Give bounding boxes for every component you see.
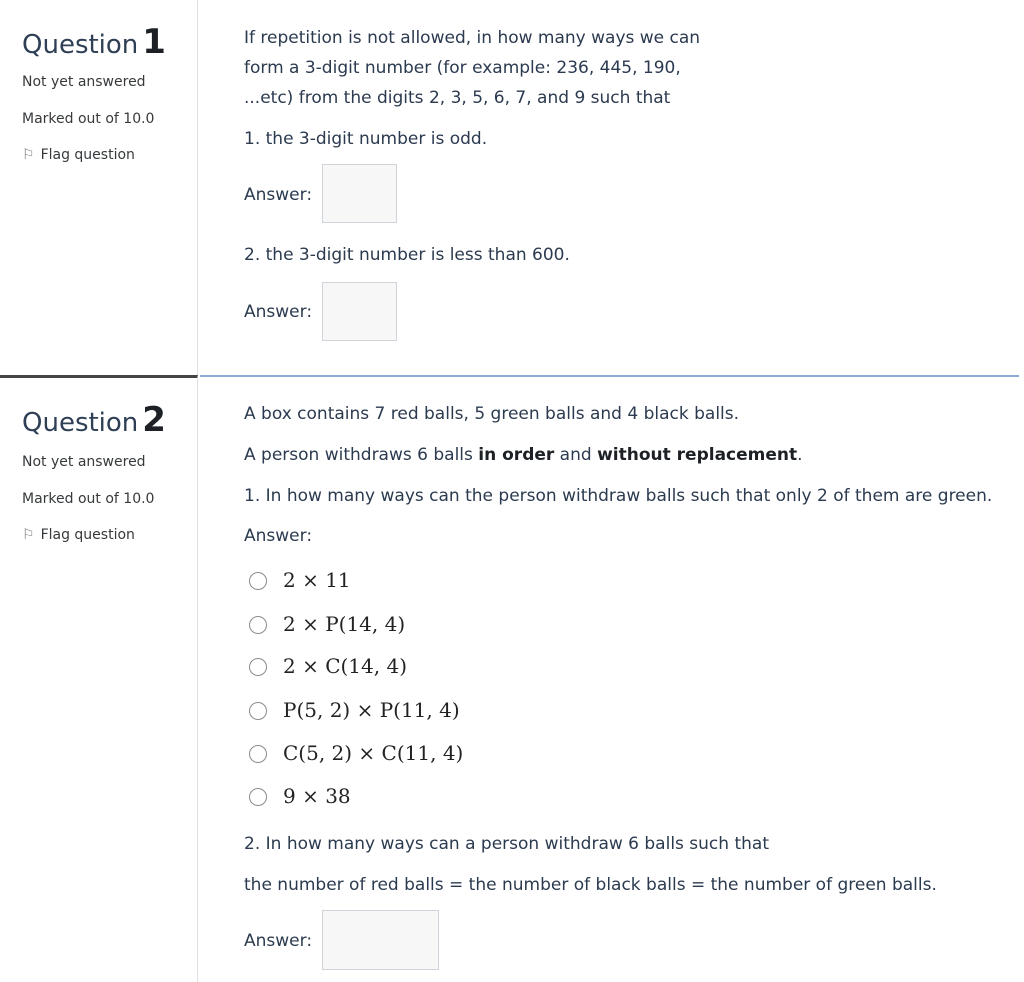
option-radio-3[interactable] — [249, 658, 267, 676]
question-2-state: Not yet answered — [22, 454, 146, 470]
question-1-title — [22, 22, 166, 62]
question-1-answer-input-1[interactable] — [322, 164, 397, 223]
question-1-part-1: 1. the 3-digit number is odd. — [244, 129, 488, 149]
flag-icon: ⚐ — [22, 527, 35, 543]
option-radio-6[interactable] — [249, 788, 267, 806]
option-radio-2[interactable] — [249, 616, 267, 634]
question-1-mark: Marked out of 10.0 — [22, 111, 155, 127]
question-1-text-line-3: ...etc) from the digits 2, 3, 5, 6, 7, and 9 such that — [244, 88, 671, 108]
option-radio-4[interactable] — [249, 702, 267, 720]
text-segment: and — [554, 445, 598, 465]
question-1-text-line-1: If repetition is not allowed, in how many ways we can — [244, 28, 701, 48]
flag-label: Flag question — [40, 147, 135, 163]
flag-label: Flag question — [40, 527, 135, 543]
option-label-1[interactable]: 2 × 11 — [283, 568, 351, 592]
question-label: Question — [22, 30, 139, 60]
question-2-part-2-line-1: 2. In how many ways can a person withdraw 6 balls such that — [244, 834, 769, 854]
option-label-6[interactable]: 9 × 38 — [283, 784, 351, 808]
question-1-text-line-2: form a 3-digit number (for example: 236, 445, 190, — [244, 58, 681, 78]
text-segment: . — [797, 445, 803, 465]
question-number: 1 — [142, 22, 166, 62]
question-2-line-2 — [244, 440, 803, 470]
bold-without-replacement: without replacement — [597, 445, 798, 465]
question-label: Question — [22, 408, 139, 438]
question-1-answer-label-2: Answer: — [244, 302, 313, 322]
question-number: 2 — [142, 400, 166, 440]
option-label-4[interactable]: P(5, 2) × P(11, 4) — [283, 698, 460, 722]
question-2-divider — [200, 375, 1019, 377]
option-label-2[interactable]: 2 × P(14, 4) — [283, 612, 406, 636]
question-1-state: Not yet answered — [22, 74, 146, 90]
question-2-answer-label-1: Answer: — [244, 526, 313, 546]
option-radio-5[interactable] — [249, 745, 267, 763]
option-label-3[interactable]: 2 × C(14, 4) — [283, 654, 407, 678]
question-2 — [0, 375, 1024, 982]
question-1 — [0, 0, 1024, 375]
question-2-line-1: A box contains 7 red balls, 5 green balls and 4 black balls. — [244, 404, 740, 424]
option-label-5[interactable]: C(5, 2) × C(11, 4) — [283, 741, 464, 765]
question-2-info — [0, 375, 198, 982]
question-2-answer-label-2: Answer: — [244, 931, 313, 951]
text-segment: A person withdraws 6 balls — [244, 445, 479, 465]
question-2-answer-input[interactable] — [322, 910, 439, 970]
option-radio-1[interactable] — [249, 572, 267, 590]
question-1-answer-label-1: Answer: — [244, 185, 313, 205]
question-1-info — [0, 0, 198, 375]
bold-in-order: in order — [478, 445, 555, 465]
question-2-part-1: 1. In how many ways can the person withdraw balls such that only 2 of them are green. — [244, 486, 993, 506]
question-2-part-2-line-2: the number of red balls = the number of black balls = the number of green balls. — [244, 875, 937, 895]
question-2-title — [22, 400, 166, 440]
question-1-part-2: 2. the 3-digit number is less than 600. — [244, 245, 570, 265]
question-1-answer-input-2[interactable] — [322, 282, 397, 341]
flag-icon: ⚐ — [22, 147, 35, 163]
question-2-flag[interactable] — [22, 527, 135, 543]
question-1-flag[interactable] — [22, 147, 135, 163]
question-2-mark: Marked out of 10.0 — [22, 491, 155, 507]
